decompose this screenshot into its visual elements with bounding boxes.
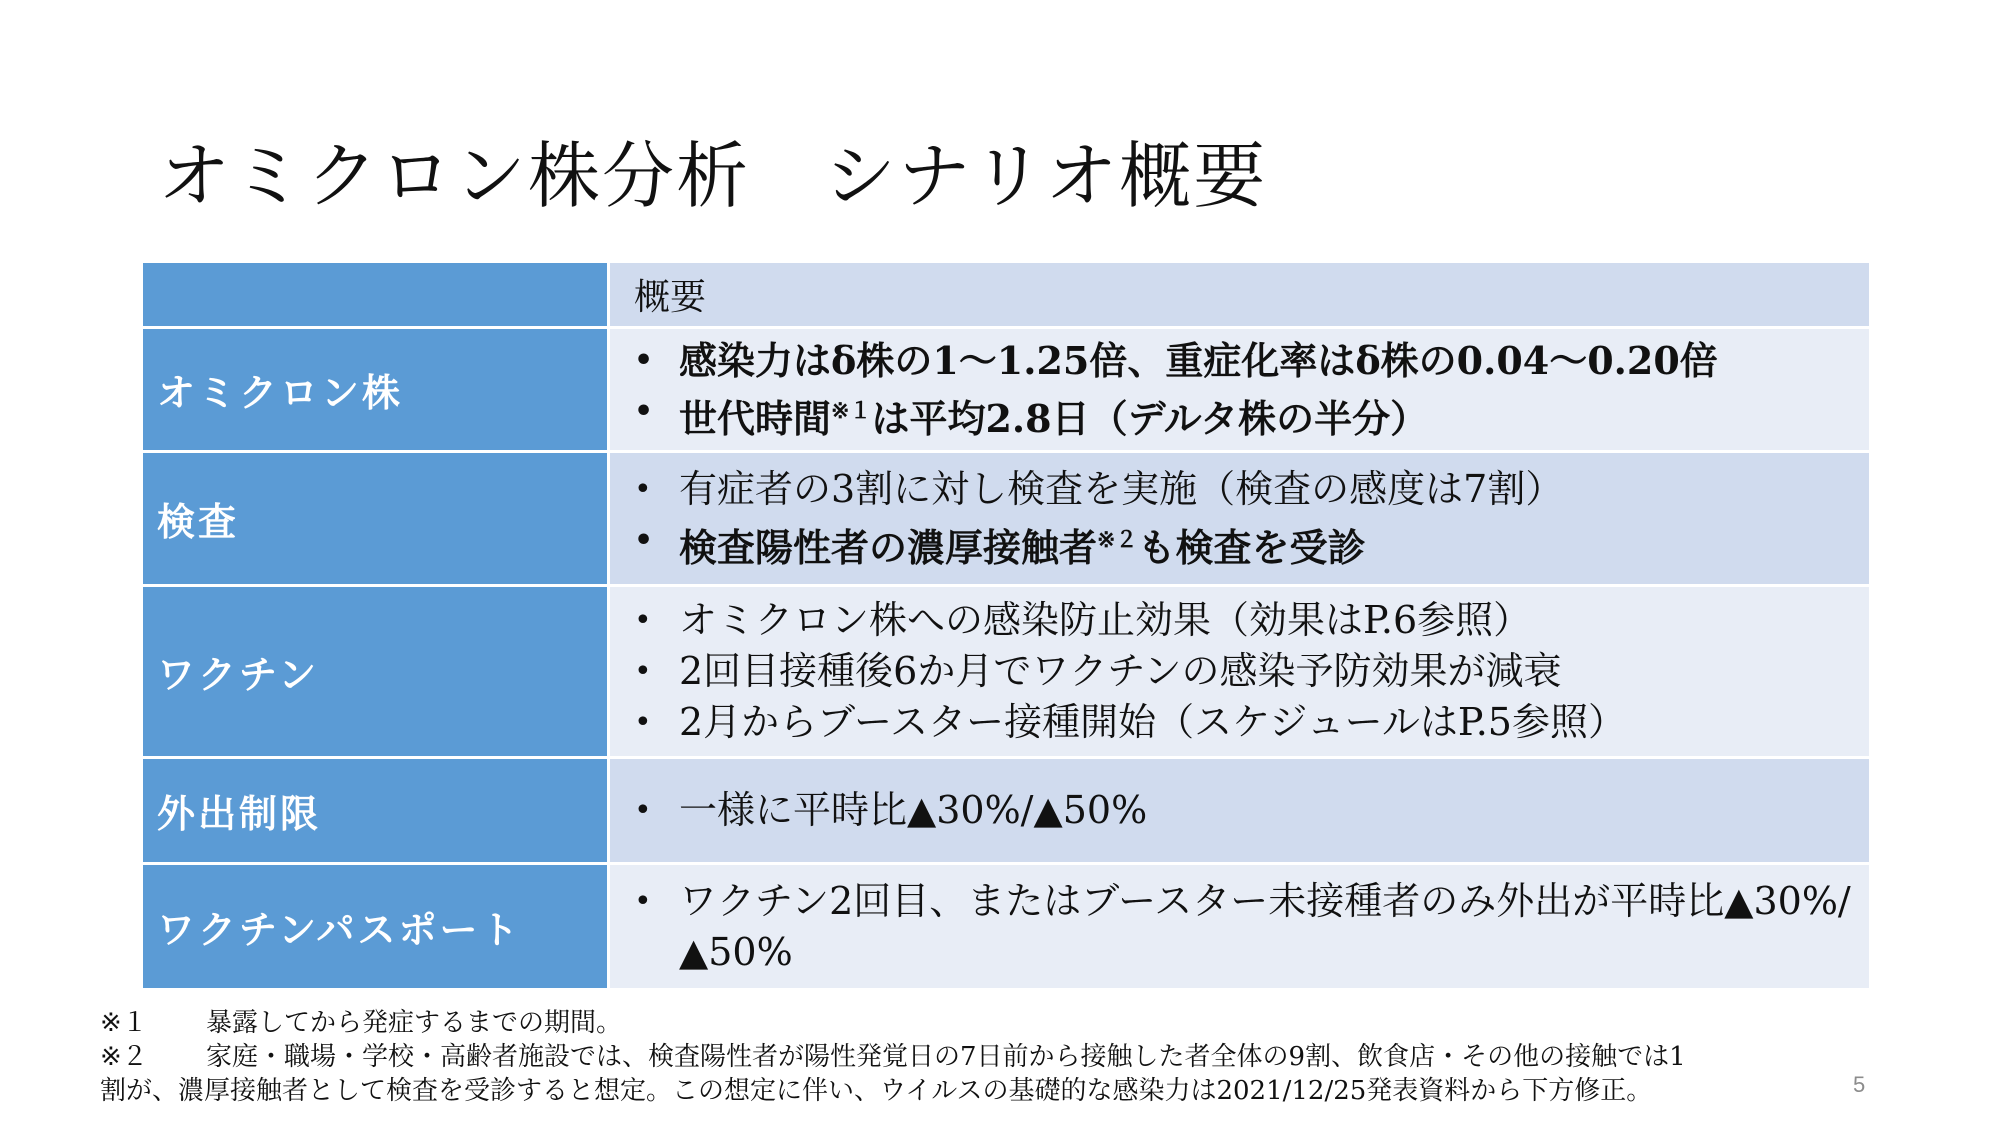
list-item — [634, 335, 1853, 386]
bullet-text: は平均2.8日（デルタ株の半分） — [871, 396, 1429, 441]
page-number: 5 — [1853, 1072, 1866, 1097]
bullet-text: オミクロン株への感染防止効果（効果はP.6参照） — [679, 598, 1532, 642]
table-row — [142, 586, 1871, 758]
bullet-icon: • — [634, 883, 652, 919]
list-item — [634, 697, 1853, 748]
bullet-list — [634, 458, 1853, 579]
row-label-testing: 検査 — [142, 452, 609, 586]
bullet-list — [634, 870, 1853, 984]
bullet-icon: • — [634, 472, 652, 507]
bullet-text: 世代時間 — [679, 396, 832, 441]
row-content-vaccine — [609, 586, 1871, 758]
footnote-1 — [100, 1006, 1880, 1040]
footnote-mark: ※２ — [100, 1042, 148, 1072]
table-row — [142, 864, 1871, 990]
footnote-2 — [100, 1040, 1880, 1074]
bullet-text: も検査を受診 — [1137, 525, 1366, 570]
row-content-omicron — [609, 328, 1871, 452]
footnote-ref: ※２ — [1097, 527, 1138, 553]
row-label-vaccine-passport: ワクチンパスポート — [142, 864, 609, 990]
bullet-icon: • — [634, 793, 652, 828]
bullet-text: 検査陽性者の濃厚接触者 — [679, 525, 1098, 570]
bullet-text: 2回目接種後6か月でワクチンの感染予防効果が減衰 — [679, 649, 1562, 693]
bullet-list — [634, 779, 1853, 842]
row-label-vaccine: ワクチン — [142, 586, 609, 758]
list-item — [634, 464, 1853, 515]
list-item — [634, 876, 1853, 978]
table-row — [142, 758, 1871, 864]
footnote-ref: ※１ — [831, 398, 872, 424]
bullet-icon: • — [634, 603, 652, 638]
footnotes — [100, 1006, 1880, 1108]
table-row — [142, 328, 1871, 452]
list-item — [634, 515, 1853, 573]
bullet-list — [634, 589, 1853, 754]
list-item — [634, 785, 1853, 836]
footnote-2-continued — [100, 1074, 1880, 1108]
list-item — [634, 386, 1853, 444]
list-item — [634, 595, 1853, 646]
footnote-text: 割が、濃厚接触者として検査を受診すると想定。この想定に伴い、ウイルスの基礎的な感染力は2021/12/25発表資料から下方修正。 — [100, 1076, 1653, 1106]
bullet-text: 2月からブースター接種開始（スケジュールはP.5参照） — [679, 700, 1626, 744]
bullet-text: 有症者の3割に対し検査を実施（検査の感度は7割） — [679, 467, 1564, 511]
row-label-outing-restriction: 外出制限 — [142, 758, 609, 864]
row-content-testing — [609, 452, 1871, 586]
header-content-cell: 概要 — [609, 262, 1871, 328]
row-label-omicron: オミクロン株 — [142, 328, 609, 452]
footnote-text: 家庭・職場・学校・高齢者施設では、検査陽性者が陽性発覚日の7日前から接触した者全体の9割、飲食店・その他の接触では1 — [206, 1042, 1686, 1072]
bullet-text: 感染力はδ株の1～1.25倍、重症化率はδ株の0.04～0.20倍 — [679, 338, 1718, 383]
list-item — [634, 646, 1853, 697]
bullet-icon: • — [634, 705, 652, 740]
scenario-table — [140, 260, 1872, 991]
bullet-icon: • — [634, 654, 652, 689]
header-label-cell — [142, 262, 609, 328]
row-content-outing-restriction — [609, 758, 1871, 864]
footnote-mark: ※１ — [100, 1008, 148, 1038]
bullet-text: 一様に平時比▲30%/▲50% — [679, 788, 1148, 832]
table-header-row — [142, 262, 1871, 328]
footnote-text: 暴露してから発症するまでの期間。 — [206, 1008, 623, 1038]
row-content-vaccine-passport — [609, 864, 1871, 990]
bullet-icon: • — [634, 394, 654, 429]
bullet-icon: • — [634, 343, 654, 378]
slide-title: オミクロン株分析 シナリオ概要 — [158, 134, 1268, 218]
table-row — [142, 452, 1871, 586]
bullet-text: ワクチン2回目、またはブースター未接種者のみ外出が平時比▲30%/▲50% — [679, 878, 1851, 974]
bullet-icon: • — [634, 523, 654, 558]
bullet-list — [634, 329, 1853, 450]
